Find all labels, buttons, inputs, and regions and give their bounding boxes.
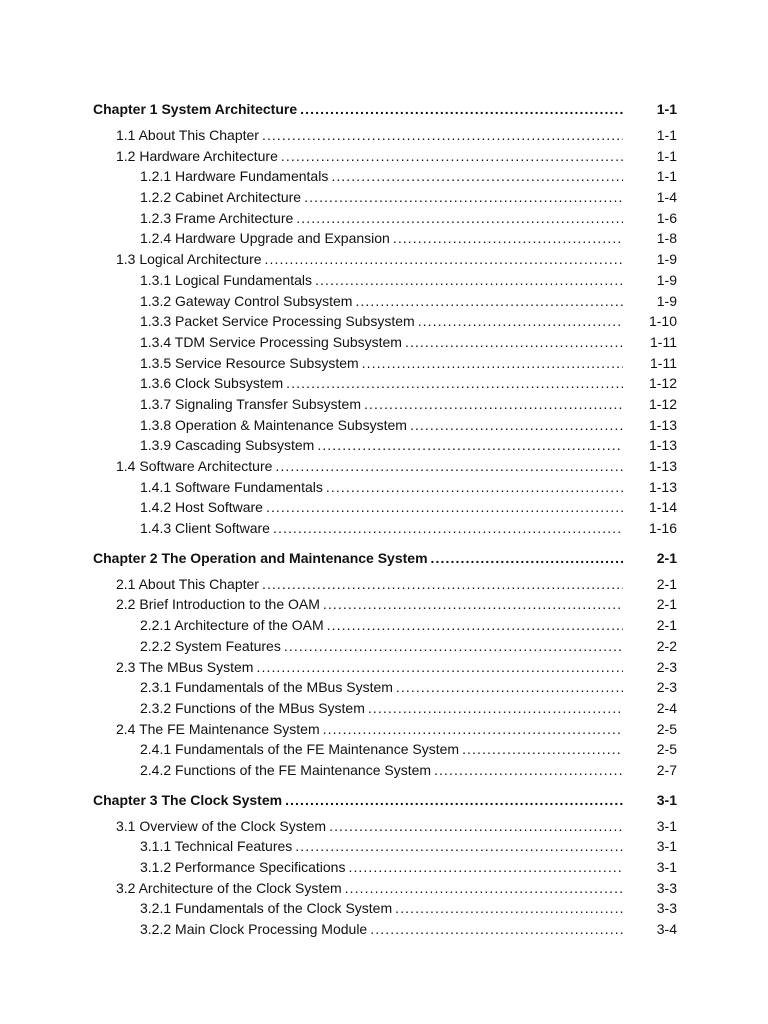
toc-entry-title: 1.3.5 Service Resource Subsystem — [140, 353, 362, 374]
toc-section-entry[interactable] — [93, 878, 677, 899]
toc-subsection-entry[interactable] — [93, 615, 677, 636]
toc-entry-title: 2.2.2 System Features — [140, 636, 284, 657]
toc-entry-leader-row — [140, 898, 623, 919]
toc-entry-page-number: 2-1 — [656, 617, 677, 634]
toc-entry-leader-row — [140, 270, 623, 291]
toc-entry-page-number: 2-5 — [656, 720, 677, 737]
toc-entry-title: 1.3.4 TDM Service Processing Subsystem — [140, 332, 405, 353]
toc-entry-title: 1.3.3 Packet Service Processing Subsystem — [140, 311, 418, 332]
toc-entry-leader-row — [140, 415, 623, 436]
toc-entry-leader-row — [140, 857, 623, 878]
toc-entry-leader-row — [116, 574, 623, 595]
toc-entry-leader-row — [140, 477, 623, 498]
toc-chapter-entry[interactable] — [93, 99, 677, 119]
toc-entry-page-number: 1-11 — [650, 333, 677, 350]
toc-entry-leader-row — [140, 166, 623, 187]
toc-section-entry[interactable] — [93, 657, 677, 678]
dot-leader — [331, 166, 623, 187]
toc-entry-page-number: 1-11 — [650, 354, 677, 371]
toc-entry-page-number: 2-7 — [656, 761, 677, 778]
toc-chapter-entry[interactable] — [93, 548, 677, 568]
toc-entry-page-number: 1-1 — [656, 168, 677, 185]
toc-entry-title: 2.2.1 Architecture of the OAM — [140, 615, 327, 636]
toc-entry-page-number: 1-1 — [656, 127, 677, 143]
toc-entry-title: 1.3.6 Clock Subsystem — [140, 373, 286, 394]
toc-subsection-entry[interactable] — [93, 497, 677, 518]
toc-subsection-entry[interactable] — [93, 353, 677, 374]
toc-entry-title: 1.4.2 Host Software — [140, 497, 266, 518]
dot-leader — [364, 394, 623, 415]
dot-leader — [262, 574, 623, 595]
toc-entry-leader-row — [140, 394, 623, 415]
toc-entry-page-number: 2-1 — [656, 575, 677, 592]
toc-entry-leader-row — [140, 187, 623, 208]
toc-subsection-entry[interactable] — [93, 919, 677, 940]
dot-leader — [266, 497, 623, 518]
toc-entry-leader-row — [116, 816, 623, 837]
toc-section-entry[interactable] — [93, 719, 677, 740]
toc-subsection-entry[interactable] — [93, 739, 677, 760]
dot-leader — [315, 270, 623, 291]
toc-subsection-entry[interactable] — [93, 857, 677, 878]
toc-section-entry[interactable] — [93, 125, 677, 146]
toc-entry-page-number: 1-14 — [648, 499, 677, 516]
dot-leader — [370, 919, 623, 940]
toc-entry-page-number: 1-12 — [648, 375, 677, 392]
toc-subsection-entry[interactable] — [93, 270, 677, 291]
dot-leader — [296, 208, 623, 229]
toc-entry-title: 2.3.1 Fundamentals of the MBus System — [140, 677, 396, 698]
toc-entry-page-number: 3-1 — [656, 859, 677, 875]
toc-entry-page-number: 2-1 — [656, 549, 677, 566]
toc-subsection-entry[interactable] — [93, 518, 677, 539]
toc-entry-page-number: 2-1 — [656, 596, 677, 613]
toc-entry-title: 2.3.2 Functions of the MBus System — [140, 698, 368, 719]
toc-subsection-entry[interactable] — [93, 187, 677, 208]
toc-entry-title: Chapter 3 The Clock System — [93, 790, 285, 810]
toc-entry-leader-row — [93, 548, 623, 568]
toc-entry-leader-row — [93, 99, 623, 119]
dot-leader — [275, 456, 623, 477]
toc-entry-leader-row — [140, 353, 623, 374]
toc-entry-title: 2.4 The FE Maintenance System — [116, 719, 323, 740]
toc-section-entry[interactable] — [93, 456, 677, 477]
toc-entry-leader-row — [140, 332, 623, 353]
toc-entry-leader-row — [140, 739, 623, 760]
dot-leader — [368, 698, 623, 719]
toc-entry-page-number: 1-13 — [648, 458, 677, 474]
toc-entry-title: 1.2.1 Hardware Fundamentals — [140, 166, 331, 187]
toc-entry-title: 1.3.9 Cascading Subsystem — [140, 435, 317, 456]
toc-subsection-entry[interactable] — [93, 435, 677, 456]
dot-leader — [410, 415, 623, 436]
dot-leader — [431, 548, 623, 568]
toc-entry-page-number: 1-10 — [648, 313, 677, 330]
toc-entry-page-number: 1-16 — [648, 520, 677, 537]
toc-subsection-entry[interactable] — [93, 373, 677, 394]
toc-entry-title: 1.3.1 Logical Fundamentals — [140, 270, 315, 291]
toc-entry-leader-row — [140, 497, 623, 518]
toc-entry-page-number: 3-1 — [656, 838, 677, 855]
toc-chapter-entry[interactable] — [93, 790, 677, 810]
toc-entry-page-number: 2-5 — [656, 741, 677, 758]
toc-entry-title: 1.2.4 Hardware Upgrade and Expansion — [140, 228, 393, 249]
toc-subsection-entry[interactable] — [93, 760, 677, 781]
dot-leader — [327, 615, 623, 636]
toc-entry-leader-row — [116, 146, 623, 167]
dot-leader — [355, 291, 623, 312]
dot-leader — [300, 99, 623, 119]
toc-entry-page-number: 3-1 — [656, 817, 677, 834]
toc-entry-page-number: 3-1 — [656, 791, 677, 808]
toc-entry-leader-row — [140, 919, 623, 940]
toc-entry-page-number: 1-9 — [656, 292, 677, 309]
toc-subsection-entry[interactable] — [93, 698, 677, 719]
toc-subsection-entry[interactable] — [93, 208, 677, 229]
toc-entry-page-number: 3-4 — [656, 921, 677, 938]
toc-subsection-entry[interactable] — [93, 477, 677, 498]
dot-leader — [265, 249, 623, 270]
toc-entry-title: 1.2.3 Frame Architecture — [140, 208, 296, 229]
toc-entry-page-number: 2-2 — [656, 637, 677, 654]
toc-entry-leader-row — [116, 594, 623, 615]
toc-entry-leader-row — [116, 878, 623, 899]
dot-leader — [418, 311, 623, 332]
toc-entry-leader-row — [140, 698, 623, 719]
toc-entry-title: 1.1 About This Chapter — [116, 125, 262, 146]
toc-entry-title: 1.3.7 Signaling Transfer Subsystem — [140, 394, 364, 415]
toc-subsection-entry[interactable] — [93, 311, 677, 332]
dot-leader — [256, 657, 623, 678]
toc-subsection-entry[interactable] — [93, 677, 677, 698]
toc-subsection-entry[interactable] — [93, 394, 677, 415]
dot-leader — [393, 228, 623, 249]
toc-entry-page-number: 2-4 — [656, 699, 677, 716]
toc-entry-leader-row — [116, 657, 623, 678]
toc-section-entry[interactable] — [93, 574, 677, 595]
toc-entry-page-number: 1-13 — [648, 478, 677, 495]
dot-leader — [348, 857, 623, 878]
toc-entry-leader-row — [140, 373, 623, 394]
toc-entry-title: 3.2 Architecture of the Clock System — [116, 878, 345, 899]
dot-leader — [304, 187, 623, 208]
toc-subsection-entry[interactable] — [93, 898, 677, 919]
toc-entry-page-number: 1-1 — [656, 101, 677, 117]
toc-entry-leader-row — [116, 456, 623, 477]
toc-entry-page-number: 1-4 — [656, 189, 677, 206]
dot-leader — [395, 898, 623, 919]
toc-subsection-entry[interactable] — [93, 415, 677, 436]
toc-entry-leader-row — [140, 435, 623, 456]
toc-entry-title: 3.1.1 Technical Features — [140, 836, 295, 857]
toc-entry-title: Chapter 1 System Architecture — [93, 99, 300, 119]
toc-entry-page-number: 1-8 — [656, 230, 677, 247]
dot-leader — [329, 816, 623, 837]
toc-subsection-entry[interactable] — [93, 836, 677, 857]
toc-section-entry[interactable] — [93, 146, 677, 167]
toc-entry-page-number: 1-13 — [648, 416, 677, 433]
toc-entry-title: 1.4.1 Software Fundamentals — [140, 477, 326, 498]
toc-entry-title: 2.4.2 Functions of the FE Maintenance System — [140, 760, 434, 781]
dot-leader — [396, 677, 623, 698]
toc-entry-title: 2.1 About This Chapter — [116, 574, 262, 595]
toc-entry-leader-row — [140, 615, 623, 636]
toc-entry-leader-row — [116, 249, 623, 270]
toc-entry-leader-row — [93, 790, 623, 810]
toc-section-entry[interactable] — [93, 594, 677, 615]
dot-leader — [326, 477, 623, 498]
dot-leader — [295, 836, 623, 857]
toc-subsection-entry[interactable] — [93, 332, 677, 353]
dot-leader — [285, 790, 623, 810]
toc-entry-title: 1.2 Hardware Architecture — [116, 146, 281, 167]
toc-subsection-entry[interactable] — [93, 636, 677, 657]
toc-subsection-entry[interactable] — [93, 291, 677, 312]
toc-entry-page-number: 1-12 — [648, 395, 677, 412]
dot-leader — [317, 435, 623, 456]
toc-entry-page-number: 3-3 — [656, 900, 677, 917]
dot-leader — [434, 760, 623, 781]
toc-entry-title: 2.4.1 Fundamentals of the FE Maintenance System — [140, 739, 462, 760]
dot-leader — [345, 878, 623, 899]
toc-entry-page-number: 3-3 — [656, 879, 677, 896]
toc-entry-page-number: 1-9 — [656, 271, 677, 288]
toc-entry-title: 3.1.2 Performance Specifications — [140, 857, 348, 878]
dot-leader — [262, 125, 623, 146]
toc-entry-title: 1.4 Software Architecture — [116, 456, 275, 477]
toc-entry-leader-row — [140, 677, 623, 698]
dot-leader — [281, 146, 623, 167]
toc-entry-leader-row — [140, 291, 623, 312]
toc-section-entry[interactable] — [93, 249, 677, 270]
dot-leader — [405, 332, 623, 353]
toc-entry-page-number: 2-3 — [656, 658, 677, 675]
dot-leader — [286, 373, 623, 394]
toc-entry-page-number: 1-13 — [648, 437, 677, 454]
toc-entry-leader-row — [116, 125, 623, 146]
toc-subsection-entry[interactable] — [93, 166, 677, 187]
dot-leader — [323, 594, 623, 615]
toc-entry-title: 1.3 Logical Architecture — [116, 249, 265, 270]
toc-entry-page-number: 1-9 — [656, 251, 677, 268]
toc-entry-title: 3.2.2 Main Clock Processing Module — [140, 919, 370, 940]
toc-entry-title: 1.3.8 Operation & Maintenance Subsystem — [140, 415, 410, 436]
toc-entry-leader-row — [140, 228, 623, 249]
toc-entry-title: 1.3.2 Gateway Control Subsystem — [140, 291, 355, 312]
toc-section-entry[interactable] — [93, 816, 677, 837]
toc-entry-title: 2.2 Brief Introduction to the OAM — [116, 594, 323, 615]
toc-entry-title: 3.1 Overview of the Clock System — [116, 816, 329, 837]
toc-entry-title: 1.4.3 Client Software — [140, 518, 273, 539]
toc-entry-page-number: 1-6 — [656, 209, 677, 226]
toc-entry-page-number: 2-3 — [656, 679, 677, 696]
toc-entry-title: 3.2.1 Fundamentals of the Clock System — [140, 898, 395, 919]
toc-entry-title: 2.3 The MBus System — [116, 657, 256, 678]
toc-entry-leader-row — [140, 518, 623, 539]
toc-entry-title: Chapter 2 The Operation and Maintenance System — [93, 548, 431, 568]
dot-leader — [323, 719, 623, 740]
dot-leader — [362, 353, 623, 374]
toc-entry-leader-row — [140, 311, 623, 332]
toc-entry-leader-row — [140, 760, 623, 781]
toc-entry-leader-row — [116, 719, 623, 740]
dot-leader — [273, 518, 623, 539]
table-of-contents — [93, 99, 677, 940]
dot-leader — [462, 739, 623, 760]
toc-entry-leader-row — [140, 636, 623, 657]
toc-subsection-entry[interactable] — [93, 228, 677, 249]
toc-entry-page-number: 1-1 — [656, 147, 677, 164]
toc-entry-title: 1.2.2 Cabinet Architecture — [140, 187, 304, 208]
dot-leader — [284, 636, 623, 657]
toc-entry-leader-row — [140, 208, 623, 229]
toc-entry-leader-row — [140, 836, 623, 857]
